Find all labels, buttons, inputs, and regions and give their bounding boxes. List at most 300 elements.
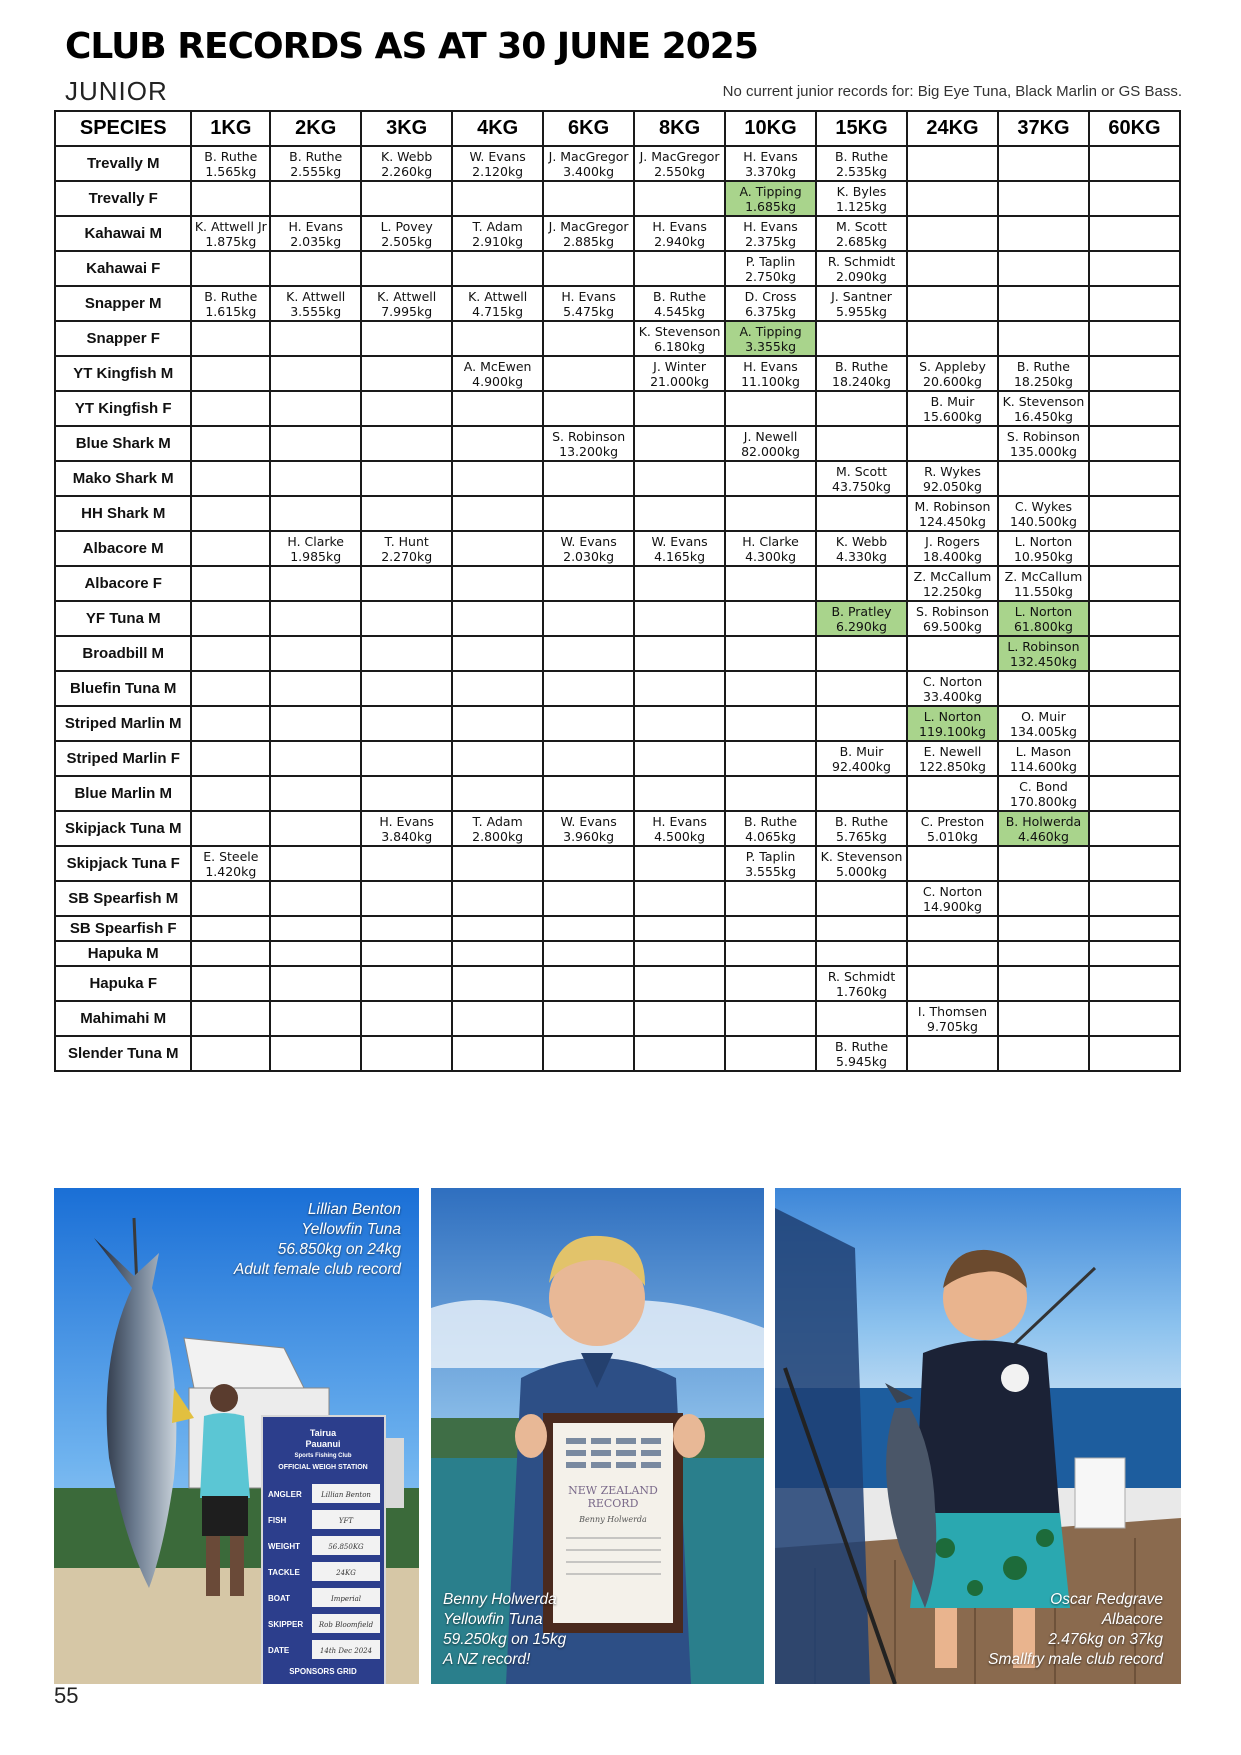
species-cell: Striped Marlin F [55, 741, 191, 776]
record-angler: L. Norton [923, 708, 982, 724]
record-angler: P. Taplin [745, 848, 796, 864]
record-angler: J. Rogers [925, 533, 980, 549]
record-cell [634, 566, 725, 601]
record-angler: B. Ruthe [834, 148, 889, 164]
weigh-station-label: WEIGHT [268, 1542, 300, 1551]
record-cell [634, 391, 725, 426]
record-cell [1089, 941, 1180, 966]
record-cell [191, 216, 270, 251]
record-cell [1089, 251, 1180, 286]
weigh-station-label: FISH [268, 1516, 287, 1525]
record-cell [816, 566, 907, 601]
record-angler: J. MacGregor [639, 148, 720, 164]
record-cell [634, 916, 725, 941]
record-cell [998, 706, 1089, 741]
record-weight: 124.450kg [919, 513, 986, 529]
record-cell [634, 966, 725, 1001]
record-cell [361, 181, 452, 216]
record-cell [191, 881, 270, 916]
record-cell [1089, 636, 1180, 671]
record-weight: 134.005kg [1010, 723, 1077, 739]
table-row [55, 1036, 1180, 1071]
weigh-station-club-1: Tairua [309, 1428, 337, 1438]
section-subtitle: JUNIOR [65, 76, 168, 106]
record-cell [998, 461, 1089, 496]
certificate-title-1: NEW ZEALAND [568, 1484, 658, 1497]
photo-caption-benny [443, 1590, 566, 1670]
record-cell [816, 966, 907, 1001]
record-cell [634, 146, 725, 181]
record-cell [361, 251, 452, 286]
record-cell [270, 496, 361, 531]
species-cell: Mahimahi M [55, 1001, 191, 1036]
record-weight: 21.000kg [650, 373, 710, 389]
record-cell [452, 916, 543, 941]
record-cell [361, 941, 452, 966]
species-cell: SB Spearfish M [55, 881, 191, 916]
record-cell [452, 251, 543, 286]
table-row [55, 286, 1180, 321]
record-cell [998, 496, 1089, 531]
record-cell [725, 636, 816, 671]
record-angler: K. Stevenson [638, 323, 721, 339]
weigh-station-label: DATE [268, 1646, 290, 1655]
caption-line: Benny Holwerda [443, 1591, 557, 1608]
record-weight: 1.985kg [290, 548, 342, 564]
record-cell [1089, 1036, 1180, 1071]
table-row [55, 426, 1180, 461]
record-angler: C. Wykes [1014, 498, 1073, 514]
record-cell [907, 636, 998, 671]
record-cell [543, 426, 634, 461]
record-angler: D. Cross [744, 288, 797, 304]
species-cell: Bluefin Tuna M [55, 671, 191, 706]
record-cell [816, 321, 907, 356]
record-angler: O. Muir [1021, 708, 1066, 724]
column-header-15kg: 15KG [816, 111, 907, 146]
record-angler: W. Evans [469, 148, 526, 164]
column-header-1kg: 1KG [191, 111, 270, 146]
column-header-24kg: 24KG [907, 111, 998, 146]
record-cell [816, 216, 907, 251]
record-cell [270, 846, 361, 881]
record-angler: J. MacGregor [548, 218, 629, 234]
record-cell [634, 426, 725, 461]
record-cell [270, 966, 361, 1001]
record-cell [543, 881, 634, 916]
table-row [55, 496, 1180, 531]
record-weight: 2.030kg [563, 548, 615, 564]
record-weight: 1.125kg [836, 198, 887, 214]
record-cell [361, 881, 452, 916]
record-cell [361, 321, 452, 356]
record-cell [998, 811, 1089, 846]
record-cell [1089, 671, 1180, 706]
species-cell: Trevally F [55, 181, 191, 216]
record-weight: 1.420kg [205, 863, 257, 879]
record-cell [270, 706, 361, 741]
record-cell [998, 251, 1089, 286]
record-cell [998, 181, 1089, 216]
species-cell: Kahawai F [55, 251, 191, 286]
table-header-row [55, 111, 1180, 146]
record-weight: 12.250kg [923, 583, 982, 599]
record-cell [907, 1001, 998, 1036]
weigh-station-label: SKIPPER [268, 1620, 304, 1629]
record-weight: 4.165kg [654, 548, 706, 564]
record-cell [1089, 146, 1180, 181]
record-angler: C. Norton [922, 673, 983, 689]
record-cell [816, 671, 907, 706]
record-angler: K. Attwell Jr [194, 218, 267, 234]
record-cell [361, 846, 452, 881]
record-angler: B. Ruthe [834, 813, 889, 829]
record-angler: B. Muir [930, 393, 975, 409]
species-cell: Skipjack Tuna F [55, 846, 191, 881]
record-angler: B. Ruthe [744, 813, 798, 829]
record-cell [725, 1036, 816, 1071]
record-angler: P. Taplin [745, 253, 796, 269]
record-cell [452, 286, 543, 321]
record-angler: K. Webb [835, 533, 888, 549]
table-row [55, 776, 1180, 811]
record-cell [361, 776, 452, 811]
record-cell [816, 391, 907, 426]
record-cell [998, 426, 1089, 461]
species-cell: Albacore M [55, 531, 191, 566]
record-cell [998, 321, 1089, 356]
record-weight: 92.400kg [832, 758, 891, 774]
record-cell [1089, 286, 1180, 321]
record-cell [270, 811, 361, 846]
record-cell [634, 636, 725, 671]
record-cell [191, 531, 270, 566]
certificate-title-2: RECORD [587, 1497, 639, 1510]
record-cell [725, 496, 816, 531]
record-angler: H. Evans [652, 218, 707, 234]
record-cell [452, 146, 543, 181]
record-cell [361, 426, 452, 461]
record-cell [998, 391, 1089, 426]
record-cell [725, 146, 816, 181]
record-cell [1089, 566, 1180, 601]
caption-line: Yellowfin Tuna [443, 1611, 543, 1628]
record-cell [361, 966, 452, 1001]
record-cell [634, 811, 725, 846]
record-cell [725, 426, 816, 461]
record-cell [452, 741, 543, 776]
species-cell: Broadbill M [55, 636, 191, 671]
record-cell [452, 881, 543, 916]
record-cell [452, 391, 543, 426]
table-row [55, 1001, 1180, 1036]
record-cell [725, 391, 816, 426]
record-cell [816, 356, 907, 391]
record-weight: 18.250kg [1013, 373, 1073, 389]
record-cell [725, 531, 816, 566]
record-cell [634, 1001, 725, 1036]
record-cell [270, 461, 361, 496]
record-angler: J. Newell [743, 428, 798, 444]
weigh-station-value: Lillian Benton [321, 1491, 371, 1499]
record-cell [191, 601, 270, 636]
record-cell [998, 356, 1089, 391]
record-weight: 2.550kg [654, 163, 706, 179]
record-cell [634, 846, 725, 881]
record-cell [725, 181, 816, 216]
record-weight: 15.600kg [923, 408, 982, 424]
weigh-station-label: ANGLER [268, 1490, 302, 1499]
table-row [55, 916, 1180, 941]
record-cell [725, 941, 816, 966]
species-cell: Kahawai M [55, 216, 191, 251]
record-cell [543, 461, 634, 496]
record-weight: 33.400kg [923, 688, 982, 704]
record-weight: 3.400kg [563, 163, 615, 179]
record-cell [998, 216, 1089, 251]
record-cell [907, 846, 998, 881]
record-weight: 11.100kg [741, 373, 800, 389]
record-cell [725, 881, 816, 916]
record-angler: W. Evans [560, 533, 617, 549]
record-cell [1089, 966, 1180, 1001]
record-cell [270, 1001, 361, 1036]
species-cell: SB Spearfish F [55, 916, 191, 941]
record-cell [907, 966, 998, 1001]
record-cell [725, 846, 816, 881]
record-cell [816, 181, 907, 216]
caption-line: 59.250kg on 15kg [443, 1631, 567, 1648]
record-cell [634, 776, 725, 811]
record-cell [634, 706, 725, 741]
photo-benny-holwerda [431, 1188, 764, 1684]
record-cell [634, 216, 725, 251]
record-cell [816, 741, 907, 776]
record-cell [191, 776, 270, 811]
record-cell [361, 601, 452, 636]
record-cell [191, 636, 270, 671]
species-cell: Hapuka F [55, 966, 191, 1001]
record-cell [907, 391, 998, 426]
record-cell [907, 671, 998, 706]
record-cell [907, 941, 998, 966]
record-cell [816, 1001, 907, 1036]
record-cell [634, 181, 725, 216]
photo-lillian-benton [54, 1188, 419, 1684]
record-cell [270, 636, 361, 671]
record-cell [543, 966, 634, 1001]
record-weight: 140.500kg [1010, 513, 1077, 529]
record-cell [543, 941, 634, 966]
record-cell [816, 251, 907, 286]
record-cell [725, 251, 816, 286]
record-angler: I. Thomsen [917, 1003, 988, 1019]
record-cell [634, 356, 725, 391]
record-angler: B. Ruthe [834, 1038, 889, 1054]
record-cell [543, 671, 634, 706]
species-cell: Hapuka M [55, 941, 191, 966]
record-cell [361, 461, 452, 496]
record-weight: 2.685kg [836, 233, 887, 249]
record-cell [191, 356, 270, 391]
record-angler: T. Adam [472, 218, 523, 234]
species-cell: Slender Tuna M [55, 1036, 191, 1071]
species-cell: Trevally M [55, 146, 191, 181]
record-weight: 4.065kg [745, 828, 797, 844]
record-weight: 2.555kg [290, 163, 342, 179]
record-cell [452, 181, 543, 216]
species-cell: HH Shark M [55, 496, 191, 531]
record-angler: K. Stevenson [820, 848, 903, 864]
record-cell [998, 146, 1089, 181]
record-cell [907, 286, 998, 321]
record-cell [543, 216, 634, 251]
record-cell [191, 916, 270, 941]
record-angler: M. Scott [836, 463, 888, 479]
record-cell [191, 706, 270, 741]
record-cell [725, 671, 816, 706]
record-cell [452, 811, 543, 846]
record-weight: 122.850kg [919, 758, 986, 774]
species-cell: YT Kingfish F [55, 391, 191, 426]
record-cell [361, 1036, 452, 1071]
record-cell [270, 426, 361, 461]
record-cell [270, 741, 361, 776]
record-cell [543, 321, 634, 356]
record-angler: H. Evans [743, 358, 798, 374]
record-cell [543, 566, 634, 601]
record-weight: 1.875kg [205, 233, 257, 249]
page-title: CLUB RECORDS AS AT 30 JUNE 2025 [65, 26, 758, 67]
record-angler: B. Ruthe [204, 288, 258, 304]
record-angler: B. Holwerda [1005, 813, 1082, 829]
record-cell [270, 321, 361, 356]
record-cell [725, 356, 816, 391]
record-angler: J. MacGregor [548, 148, 629, 164]
record-weight: 13.200kg [559, 443, 619, 459]
record-angler: H. Clarke [742, 533, 799, 549]
page-number: 55 [54, 1683, 79, 1708]
record-cell [725, 706, 816, 741]
record-cell [998, 566, 1089, 601]
record-cell [1089, 181, 1180, 216]
record-weight: 3.555kg [290, 303, 342, 319]
table-row [55, 356, 1180, 391]
weigh-station-label: TACKLE [268, 1568, 300, 1577]
record-weight: 5.475kg [563, 303, 615, 319]
record-cell [1089, 531, 1180, 566]
record-cell [191, 461, 270, 496]
weigh-station-club-2: Pauanui [305, 1439, 341, 1449]
record-cell [816, 426, 907, 461]
record-cell [361, 216, 452, 251]
table-row [55, 671, 1180, 706]
record-cell [634, 941, 725, 966]
record-cell [270, 916, 361, 941]
record-cell [191, 966, 270, 1001]
table-row [55, 321, 1180, 356]
record-cell [998, 1036, 1089, 1071]
weigh-station-club-3: Sports Fishing Club [294, 1453, 352, 1459]
record-angler: H. Evans [561, 288, 616, 304]
record-cell [907, 531, 998, 566]
record-weight: 3.355kg [745, 338, 797, 354]
species-cell: Mako Shark M [55, 461, 191, 496]
record-angler: Z. McCallum [913, 568, 992, 584]
record-weight: 5.955kg [836, 303, 887, 319]
record-cell [191, 566, 270, 601]
record-angler: S. Robinson [1006, 428, 1080, 444]
record-cell [816, 846, 907, 881]
record-cell [1089, 811, 1180, 846]
record-cell [361, 286, 452, 321]
record-weight: 6.375kg [745, 303, 797, 319]
table-row [55, 181, 1180, 216]
record-cell [634, 461, 725, 496]
record-cell [452, 636, 543, 671]
record-angler: H. Evans [743, 148, 798, 164]
weigh-station-value: 56.850KG [328, 1543, 364, 1551]
record-angler: W. Evans [651, 533, 708, 549]
caption-line: 56.850kg on 24kg [277, 1241, 401, 1258]
record-weight: 6.180kg [654, 338, 706, 354]
record-cell [725, 566, 816, 601]
column-header-37kg: 37KG [998, 111, 1089, 146]
record-weight: 11.550kg [1013, 583, 1073, 599]
record-weight: 5.945kg [836, 1053, 887, 1069]
record-cell [361, 391, 452, 426]
record-cell [361, 916, 452, 941]
species-cell: YT Kingfish M [55, 356, 191, 391]
record-weight: 2.910kg [472, 233, 524, 249]
table-row [55, 741, 1180, 776]
no-records-note: No current junior records for: Big Eye Tuna, Black Marlin or GS Bass. [722, 83, 1182, 100]
weigh-station-value: Imperial [330, 1595, 362, 1603]
record-cell [1089, 216, 1180, 251]
record-weight: 92.050kg [923, 478, 982, 494]
record-angler: L. Povey [380, 218, 433, 234]
record-angler: C. Preston [920, 813, 985, 829]
weigh-station-footer: SPONSORS GRID [289, 1667, 357, 1676]
record-cell [452, 321, 543, 356]
record-cell [998, 286, 1089, 321]
record-weight: 10.950kg [1013, 548, 1073, 564]
record-cell [907, 916, 998, 941]
caption-line: Adult female club record [233, 1261, 401, 1278]
record-cell [725, 601, 816, 636]
species-cell: Snapper F [55, 321, 191, 356]
record-cell [361, 566, 452, 601]
record-weight: 132.450kg [1010, 653, 1077, 669]
record-cell [725, 776, 816, 811]
record-angler: S. Robinson [915, 603, 990, 619]
weigh-station-value: Rob Bloomfield [318, 1621, 374, 1629]
record-cell [816, 776, 907, 811]
record-cell [907, 1036, 998, 1071]
record-cell [907, 146, 998, 181]
record-cell [361, 671, 452, 706]
record-angler: K. Attwell [286, 288, 346, 304]
record-cell [816, 286, 907, 321]
record-weight: 2.505kg [381, 233, 433, 249]
record-cell [816, 811, 907, 846]
record-cell [543, 531, 634, 566]
record-cell [634, 1036, 725, 1071]
record-angler: A. McEwen [463, 358, 532, 374]
record-cell [998, 846, 1089, 881]
record-angler: B. Ruthe [204, 148, 258, 164]
record-cell [998, 601, 1089, 636]
